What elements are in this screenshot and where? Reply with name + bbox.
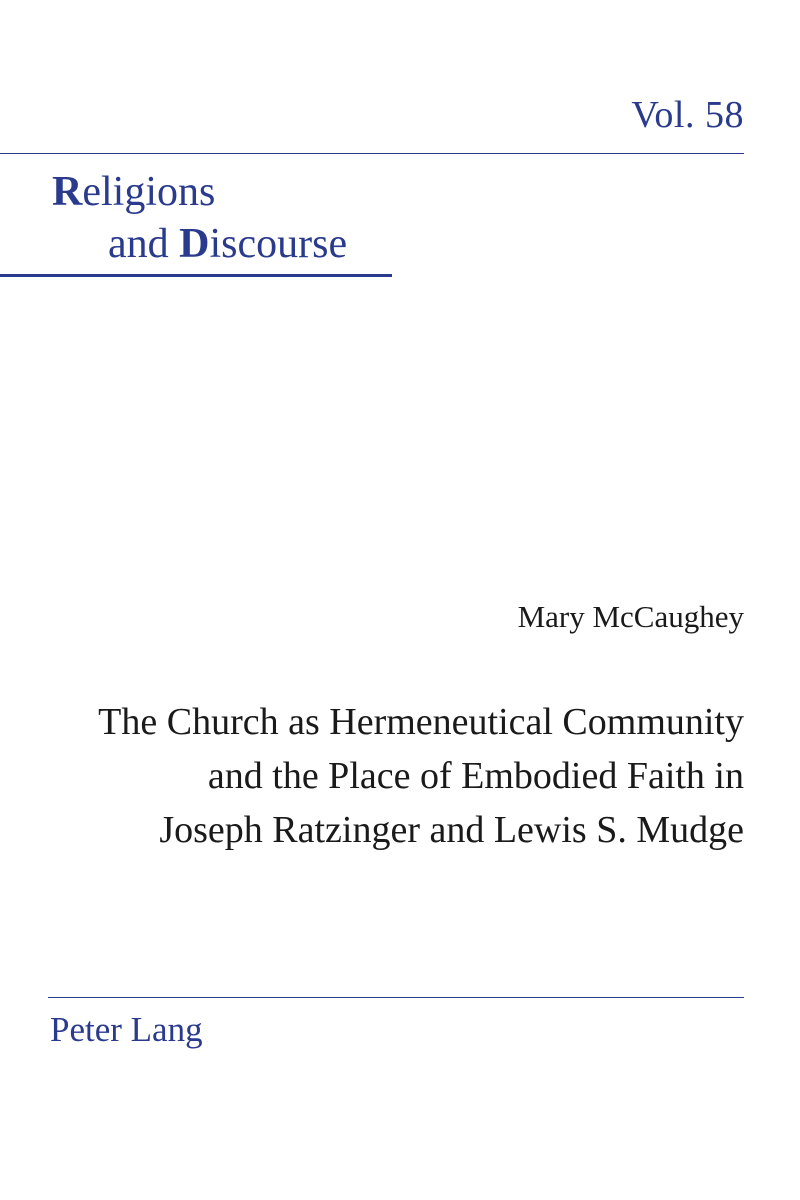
volume-number: Vol. 58 — [631, 94, 744, 136]
series-title-line-2 — [52, 218, 347, 270]
series-underline — [0, 274, 392, 277]
publisher-name: Peter Lang — [50, 1010, 203, 1049]
series-word2-rest: iscourse — [209, 221, 348, 267]
series-title-line-1 — [52, 166, 347, 218]
series-initial-r: R — [52, 169, 83, 215]
bottom-divider — [48, 997, 744, 998]
title-line-1: The Church as Hermeneutical Community — [98, 701, 744, 743]
series-initial-d: D — [179, 221, 210, 267]
title-line-2: and the Place of Embodied Faith in — [207, 755, 744, 797]
author-name: Mary McCaughey — [517, 599, 744, 634]
series-word-rest: eligions — [82, 169, 216, 215]
series-title — [52, 166, 347, 270]
top-divider — [0, 153, 744, 154]
title-line-3: Joseph Ratzinger and Lewis S. Mudge — [159, 809, 744, 851]
series-and: and — [108, 221, 180, 267]
book-title — [24, 695, 744, 857]
